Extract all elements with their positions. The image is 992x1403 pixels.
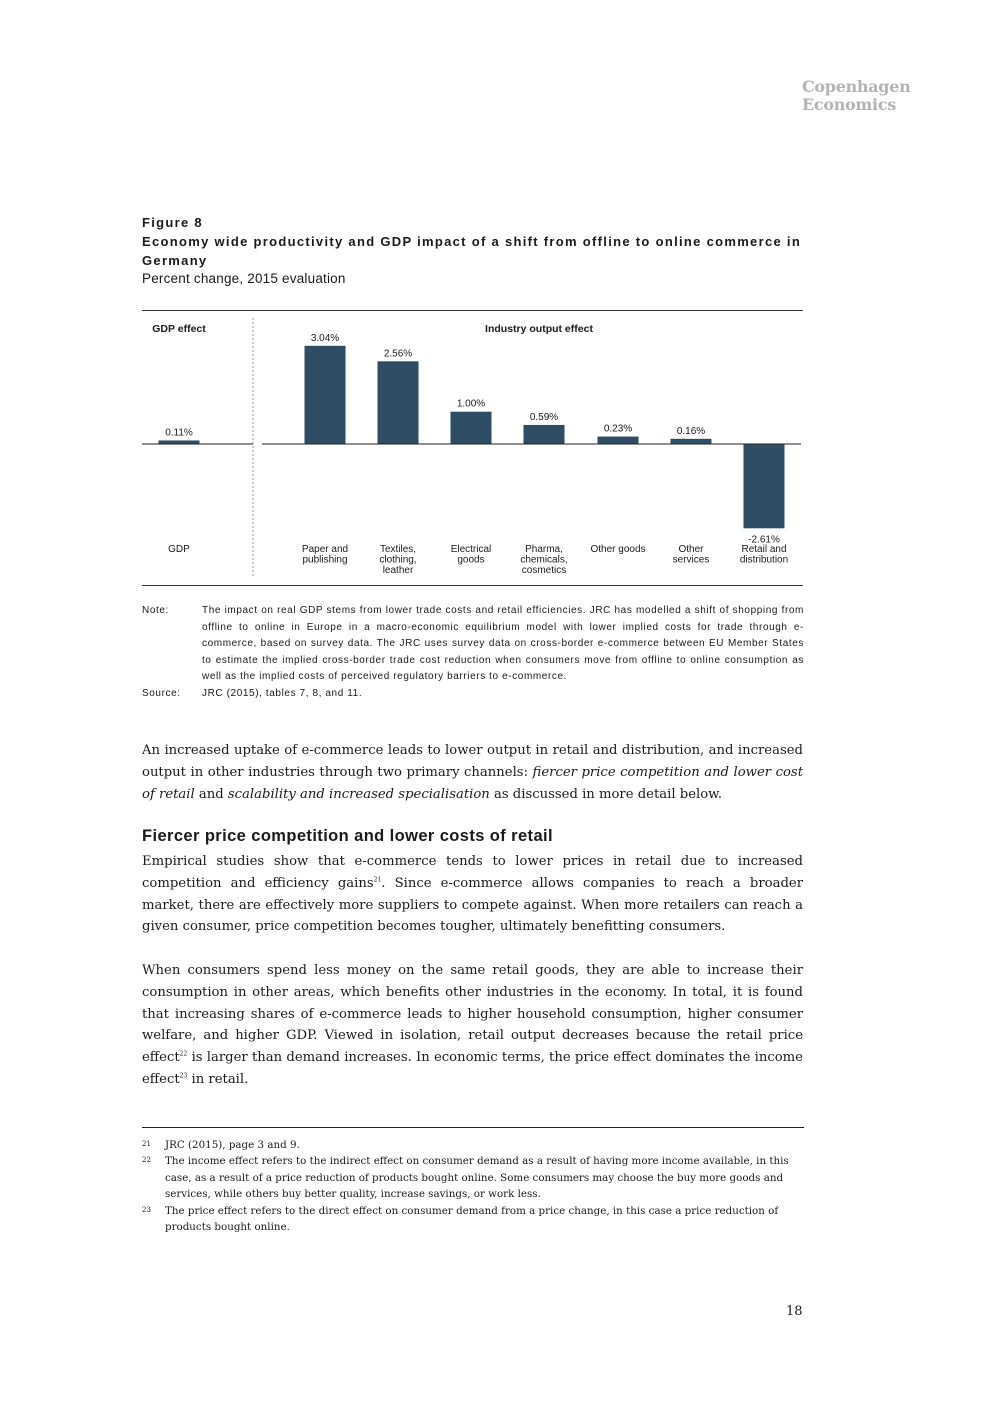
footnote-text: JRC (2015), page 3 and 9. — [165, 1139, 300, 1151]
note-row — [142, 603, 804, 686]
figure-subtitle: Percent change, 2015 evaluation — [142, 271, 346, 286]
footnote-22 — [142, 1153, 804, 1202]
category-label-4-0: Pharma, — [525, 544, 563, 555]
company-logo — [802, 78, 910, 114]
data-label-5: 0.23% — [603, 423, 633, 435]
note-text: The impact on real GDP stems from lower trade costs and retail efficiencies. JRC has modelled a shift of shopping from offline to online in Europe in a macro-economic equilibrium model with lower implied costs for trade through e-commerce, based on survey data. The JRC uses survey data on cross-border e-commerce between EU Member States to estimate the implied cross-border trade cost reduction when consumers move from offline to online consumption as well as the implied costs of perceived regulatory barriers to e-commerce. — [202, 605, 804, 682]
footnote-text: The price effect refers to the direct effect on consumer demand from a price change, in this case a price reduction of products bought online. — [165, 1204, 779, 1234]
bar-3 — [451, 412, 492, 444]
bar-6 — [671, 439, 712, 444]
category-label-2-0: Textiles, — [379, 544, 417, 555]
category-label-6-1: services — [672, 554, 710, 566]
bar-0 — [159, 440, 200, 444]
category-label-0-0: GDP — [168, 544, 190, 555]
data-label-3: 1.00% — [456, 398, 486, 410]
paragraph-consumption — [142, 960, 803, 1091]
panel-title-gdp: GDP effect — [152, 323, 206, 335]
footnote-23 — [142, 1203, 804, 1236]
category-label-4-1: chemicals, — [520, 554, 568, 566]
source-label: Source: — [142, 687, 181, 699]
footnote-ref-23[interactable]: 23 — [179, 1072, 188, 1080]
data-label-4: 0.59% — [529, 411, 559, 423]
bar-7 — [744, 444, 785, 528]
p2-text-a: Empirical studies show that e-commerce tends to lower prices in retail due to increased competition and efficiency gains — [142, 854, 803, 891]
data-label-2: 2.56% — [383, 348, 413, 360]
footnote-ref-22[interactable]: 22 — [179, 1050, 188, 1058]
paragraph-intro — [142, 740, 803, 805]
note-label: Note: — [142, 605, 169, 616]
data-label-1: 3.04% — [310, 332, 340, 344]
category-label-5-0: Other goods — [590, 544, 646, 555]
page-number: 18 — [786, 1304, 803, 1319]
p3-text-c: in retail. — [187, 1071, 249, 1087]
data-label-0: 0.11% — [165, 427, 193, 439]
p1-text-a: An increased uptake of e-commerce leads to lower output in retail and distribution, and increased output in other industries through two primary channels: — [142, 743, 803, 780]
bar-5 — [598, 437, 639, 444]
data-label-6: 0.16% — [676, 425, 706, 437]
bar-chart — [142, 310, 803, 586]
p1-text-c: as discussed in more detail below. — [489, 786, 723, 802]
panel-title-industry: Industry output effect — [485, 323, 593, 335]
p1-emphasis-1: fiercer price competition and lower cost of retail — [142, 764, 803, 802]
p1-text-b: and — [194, 786, 228, 802]
category-label-3-0: Electrical — [450, 544, 492, 555]
category-label-3-1: goods — [457, 554, 485, 566]
figure-notes — [142, 603, 804, 702]
p1-emphasis-2: scalability and increased specialisation — [227, 786, 490, 802]
footnote-text: The income effect refers to the indirect effect on consumer demand as a result of having more income available, in this case, as a result of a price reduction of products bought online. Some consumers may choose the buy more goods and services, while others buy better quality, increase savings, or work less. — [165, 1155, 789, 1201]
category-label-1-0: Paper and — [301, 544, 349, 555]
source-text: JRC (2015), tables 7, 8, and 11. — [202, 687, 363, 699]
footnote-number: 23 — [142, 1205, 151, 1214]
p2-text-b: . Since e-commerce allows companies to reach a broader market, there are effectively more suppliers to compete against. When more retailers can reach a given consumer, price competition becomes tougher, ultimately benefitting consumers. — [142, 875, 804, 935]
footnote-ref-21[interactable]: 21 — [373, 876, 382, 884]
bar-4 — [524, 425, 565, 444]
category-label-7-0: Retail and — [741, 544, 787, 555]
category-label-2-1: clothing, — [379, 554, 417, 566]
logo-line1: Copenhagen — [802, 77, 911, 96]
footnote-21 — [142, 1137, 804, 1153]
category-label-4-2: cosmetics — [521, 565, 567, 576]
figure-number: Figure 8 — [142, 215, 203, 230]
category-label-6-0: Other — [678, 544, 704, 555]
category-label-2-2: leather — [382, 565, 414, 576]
bar-1 — [305, 346, 346, 444]
source-row — [142, 686, 804, 703]
section-heading: Fiercer price competition and lower costs of retail — [142, 827, 554, 845]
p3-text-a: When consumers spend less money on the same retail goods, they are able to increase their consumption in other areas, which benefits other industries in the economy. In total, it is found that increasing shares of e-commerce leads to higher household consumption, higher consumer welfare, and higher GDP. Viewed in isolation, retail output decreases because the retail price effect — [142, 963, 803, 1066]
p3-text-b: is larger than demand increases. In economic terms, the price effect dominates the income effect — [142, 1050, 803, 1087]
category-label-7-1: distribution — [739, 554, 789, 566]
footnote-number: 21 — [142, 1140, 151, 1148]
figure-header — [142, 213, 802, 288]
data-label-7: -2.61% — [748, 534, 780, 546]
category-label-1-1: publishing — [302, 554, 348, 566]
logo-line2: Economics — [802, 95, 896, 114]
footnotes — [142, 1137, 804, 1235]
footnote-divider — [142, 1127, 804, 1128]
footnote-number: 22 — [142, 1156, 151, 1165]
paragraph-competition — [142, 851, 803, 938]
bar-2 — [378, 361, 419, 444]
figure-title: Economy wide productivity and GDP impact of a shift from offline to online commerce in Germany — [142, 234, 802, 268]
